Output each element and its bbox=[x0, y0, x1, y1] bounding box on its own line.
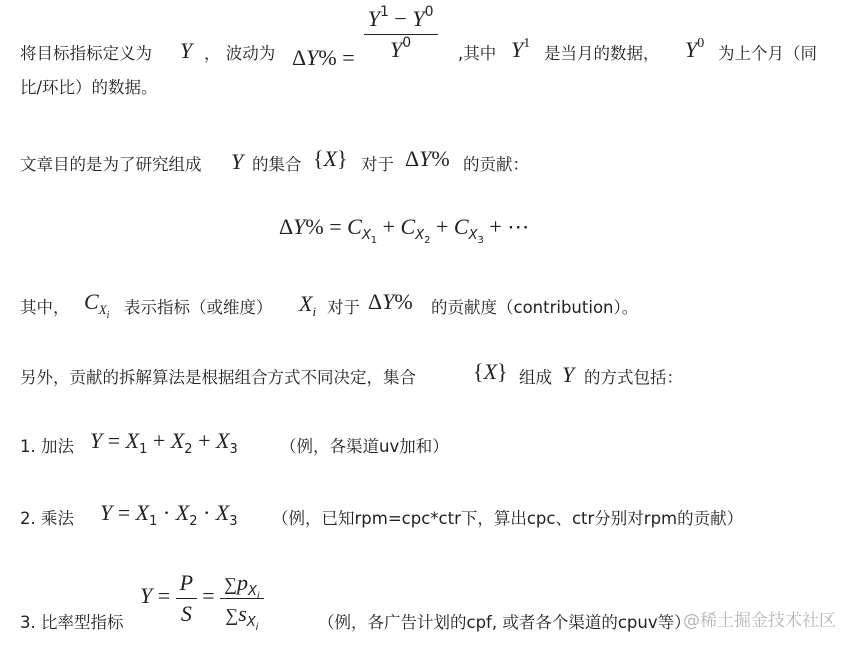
math-y: Y bbox=[562, 362, 575, 387]
text-where-2: 其中， bbox=[20, 298, 70, 317]
text-contribution-degree: 的贡献度（contribution）。 bbox=[431, 298, 639, 317]
math-ratio: Y = $\frac{P}{S}$ = $\frac{\sum p_{X_i}}{\sum s_{X_i}}$ bbox=[140, 570, 264, 627]
text-set-of: 的集合 bbox=[252, 155, 302, 174]
list-item-label: 2. 乘法 bbox=[20, 509, 74, 528]
text-volatility: ， 波动为 bbox=[204, 44, 276, 63]
text-define-target: 将目标指标定义为 bbox=[20, 44, 152, 63]
text-current-month: 是当月的数据， bbox=[544, 44, 660, 63]
math-c-xi: $C_{X_i}$ bbox=[84, 289, 110, 321]
math-delta-y: ΔY% bbox=[368, 289, 413, 314]
list-item-label: 3. 比率型指标 bbox=[20, 613, 124, 632]
text-last-month: 为上个月（同 bbox=[718, 44, 817, 63]
text-ways-include: 的方式包括： bbox=[584, 368, 683, 387]
math-addition: $Y = X_1 + X_2 + X_3$ bbox=[90, 428, 238, 457]
text-contribution: 的贡献： bbox=[463, 155, 529, 174]
list-item-note: （例，已知rpm=cpc*ctr下，算出cpc、ctr分别对rpm的贡献） bbox=[272, 509, 744, 528]
list-item-note: （例，各渠道uv加和） bbox=[280, 437, 449, 456]
text-purpose: 文章目的是为了研究组成 bbox=[20, 155, 202, 174]
list-item-note: （例，各广告计划的cpf, 或者各个渠道的cpuv等） bbox=[318, 613, 691, 632]
text-where: ,其中 bbox=[458, 44, 497, 63]
math-delta-formula: ΔY% = $\frac{Y^1 - Y^0}{Y^0}$ bbox=[292, 6, 438, 63]
list-item-label: 1. 加法 bbox=[20, 437, 74, 456]
text-yoy-mom: 比/环比）的数据。 bbox=[20, 78, 158, 97]
math-xi: $X_i$ bbox=[299, 291, 317, 319]
text-indicates: 表示指标（或维度） bbox=[124, 298, 273, 317]
math-delta-y: ΔY% bbox=[405, 146, 450, 171]
text-for-2: 对于 bbox=[327, 298, 360, 317]
text-algorithm: 另外，贡献的拆解算法是根据组合方式不同决定，集合 bbox=[20, 368, 416, 387]
equation-decomposition: $\Delta Y\% = C_{X_1} + C_{X_2} + C_{X_3}$ + ⋯ bbox=[279, 214, 530, 246]
math-y: Y bbox=[180, 38, 193, 63]
math-y1: $Y^1$ bbox=[511, 36, 531, 62]
math-set-x: {X} bbox=[473, 359, 508, 384]
math-set-x: {X} bbox=[313, 146, 348, 171]
watermark: @稀土掘金技术社区 bbox=[683, 611, 836, 631]
math-multiplication: $Y = X_1 \cdot X_2 \cdot X_3$ bbox=[100, 500, 238, 529]
text-for: 对于 bbox=[361, 155, 394, 174]
math-y: Y bbox=[231, 149, 244, 174]
text-compose: 组成 bbox=[519, 368, 552, 387]
math-y0: $Y^0$ bbox=[685, 36, 705, 62]
